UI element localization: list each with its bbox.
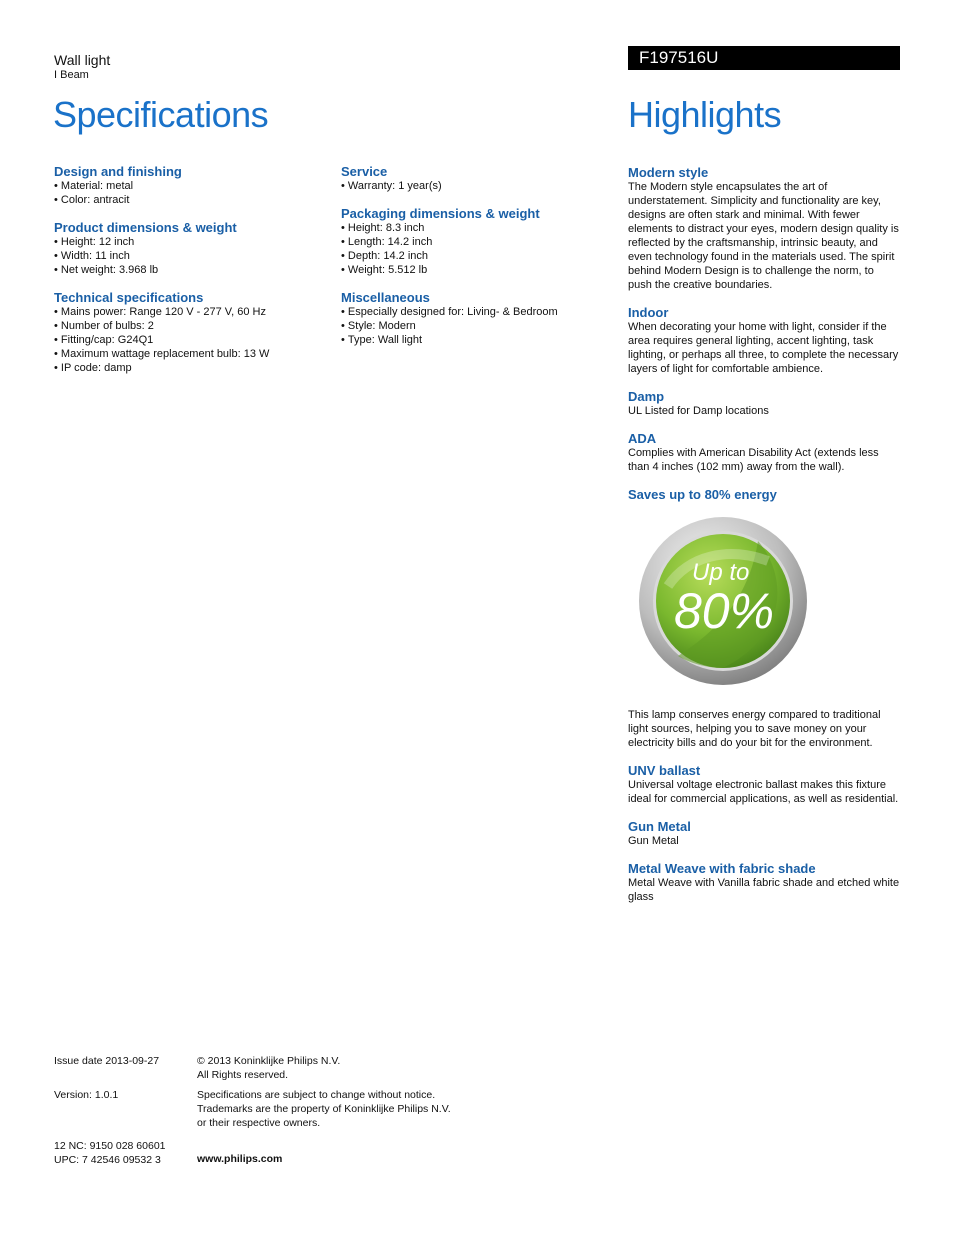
product-type: Wall light bbox=[54, 52, 111, 68]
spec-item: • Fitting/cap: G24Q1 bbox=[54, 333, 324, 347]
badge-line-1: Up to bbox=[692, 559, 750, 586]
spec-section bbox=[341, 164, 611, 193]
spec-item: • Height: 8.3 inch bbox=[341, 221, 611, 235]
copyright-line-1: © 2013 Koninklijke Philips N.V. bbox=[197, 1055, 341, 1067]
spec-section-title: Service bbox=[341, 164, 388, 179]
badge-line-2: 80% bbox=[674, 583, 775, 639]
spec-section-title: Miscellaneous bbox=[341, 290, 430, 305]
spec-item: • Warranty: 1 year(s) bbox=[341, 179, 611, 193]
version: Version: 1.0.1 bbox=[54, 1089, 119, 1101]
spec-section-title: Packaging dimensions & weight bbox=[341, 206, 540, 221]
specifications-title: Specifications bbox=[53, 94, 269, 135]
spec-section bbox=[54, 164, 324, 207]
highlight-title: ADA bbox=[628, 431, 657, 446]
highlight-text: The Modern style encapsulates the art of understatement. Simplicity and functionality are key, designs are often stark and minimal. With fewer elements to distract your eyes, modern design quality is reflected by the craftsmanship, intrinsic beauty, and even technology found in the materials used. The spirit behind Modern Design is to challenge the norm, to push the creative boundaries. bbox=[628, 181, 899, 291]
highlight-text: Gun Metal bbox=[628, 835, 679, 847]
highlight-text: Metal Weave with Vanilla fabric shade and etched white glass bbox=[628, 877, 900, 903]
highlight-text: When decorating your home with light, consider if the area requires general lighting, accent lighting, task lighting, or perhaps all three, to complete the necessary layers of light for comfortable ambience. bbox=[628, 321, 899, 375]
spec-item: • Especially designed for: Living- & Bedroom bbox=[341, 305, 611, 319]
spec-item: • Maximum wattage replacement bulb: 13 W bbox=[54, 347, 324, 361]
energy-title: Saves up to 80% energy bbox=[628, 487, 777, 502]
spec-section-title: Product dimensions & weight bbox=[54, 220, 237, 235]
highlight-title: Indoor bbox=[628, 305, 669, 320]
upc-number: UPC: 7 42546 09532 3 bbox=[54, 1154, 161, 1166]
notice-line-1: Specifications are subject to change without notice. bbox=[197, 1089, 436, 1101]
spec-item: • Mains power: Range 120 V - 277 V, 60 Hz bbox=[54, 305, 324, 319]
highlights-column bbox=[628, 165, 900, 917]
spec-item: • Material: metal bbox=[54, 179, 324, 193]
spec-section-title: Technical specifications bbox=[54, 290, 204, 305]
highlight-title: UNV ballast bbox=[628, 763, 701, 778]
spec-section bbox=[341, 206, 611, 277]
copyright-line-2: All Rights reserved. bbox=[197, 1069, 289, 1081]
energy-badge-icon bbox=[638, 516, 808, 686]
specs-column-2 bbox=[341, 164, 611, 360]
spec-section bbox=[54, 220, 324, 277]
notice-line-2: Trademarks are the property of Koninklijke Philips N.V. bbox=[197, 1103, 451, 1115]
energy-badge-svg bbox=[638, 516, 808, 686]
spec-section bbox=[54, 290, 324, 375]
highlight-title: Modern style bbox=[628, 165, 709, 180]
spec-section-title: Design and finishing bbox=[54, 164, 182, 179]
spec-item: • Style: Modern bbox=[341, 319, 611, 333]
highlight-title: Metal Weave with fabric shade bbox=[628, 861, 816, 876]
notice-line-3: or their respective owners. bbox=[197, 1117, 321, 1129]
highlights-title: Highlights bbox=[628, 94, 782, 135]
spec-item: • Weight: 5.512 lb bbox=[341, 263, 611, 277]
spec-item: • IP code: damp bbox=[54, 361, 324, 375]
product-subtitle: I Beam bbox=[54, 69, 89, 81]
spec-item: • Depth: 14.2 inch bbox=[341, 249, 611, 263]
spec-item: • Number of bulbs: 2 bbox=[54, 319, 324, 333]
highlight-title: Gun Metal bbox=[628, 819, 691, 834]
nc-number: 12 NC: 9150 028 60601 bbox=[54, 1140, 166, 1152]
spec-section bbox=[341, 290, 611, 347]
highlight-text: Universal voltage electronic ballast makes this fixture ideal for commercial applications, as well as residential. bbox=[628, 779, 899, 805]
spec-item: • Width: 11 inch bbox=[54, 249, 324, 263]
issue-date: Issue date 2013-09-27 bbox=[54, 1055, 160, 1067]
website-link[interactable]: www.philips.com bbox=[197, 1153, 283, 1165]
spec-item: • Color: antracit bbox=[54, 193, 324, 207]
specs-column-1 bbox=[54, 164, 324, 388]
spec-item: • Net weight: 3.968 lb bbox=[54, 263, 324, 277]
highlight-title: Damp bbox=[628, 389, 665, 404]
highlight-text: UL Listed for Damp locations bbox=[628, 405, 769, 417]
highlight-text: Complies with American Disability Act (extends less than 4 inches (102 mm) away from the wall). bbox=[628, 447, 879, 473]
spec-item: • Height: 12 inch bbox=[54, 235, 324, 249]
spec-item: • Type: Wall light bbox=[341, 333, 611, 347]
energy-text: This lamp conserves energy compared to traditional light sources, helping you to save money on your electricity bills and do your bit for the environment. bbox=[628, 709, 881, 749]
spec-item: • Length: 14.2 inch bbox=[341, 235, 611, 249]
product-code-bar: F197516U bbox=[628, 46, 900, 70]
